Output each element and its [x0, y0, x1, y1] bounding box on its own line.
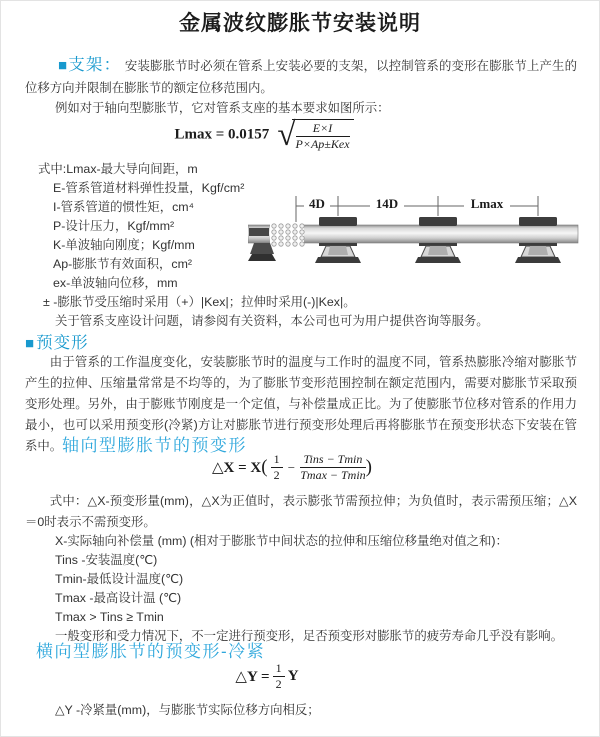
axial-note-definition: 式中：△X-预变形量(mm)，△X为正值时，表示膨张节需预拉伸；为负值时，表示需预压缩；△X＝0时表示不需预变形。 — [25, 494, 577, 529]
dim-label-4d: 4D — [309, 196, 325, 211]
axial-item: Tmax > Tins ≥ Tmin — [55, 610, 164, 624]
formula-lmax — [0, 119, 564, 151]
section-bullet-icon: ■ — [25, 335, 36, 352]
formula-lmax-lhs: Lmax = 0.0157 — [174, 126, 270, 143]
half-denominator: 2 — [273, 468, 280, 482]
axial-item: X-实际轴向补偿量 (mm) (相对于膨胀节中间状态的拉伸和压缩位移量绝对值之和)： — [55, 534, 508, 548]
definition-item: K-单波轴向刚度；Kgf/mm — [53, 238, 195, 252]
section-heading-support: 支架： — [68, 56, 122, 74]
half-fraction — [271, 453, 283, 482]
subheading-lateral: 横向型膨胀节的预变形-冷紧 — [36, 642, 266, 661]
definition-item: I-管系管道的惯性矩，cm⁴ — [53, 200, 194, 214]
axial-item: 一般变形和受力情况下，不一定进行预变形，足否预变形对膨胀节的疲劳寿命几乎没有影响。 — [55, 629, 564, 643]
half-denominator: 2 — [275, 677, 282, 691]
half-numerator: 1 — [271, 453, 283, 468]
axial-item: Tins -安装温度(℃) — [55, 553, 158, 567]
preform-heading-text: 预变形 — [36, 334, 89, 352]
lateral-note: △Y -冷紧量(mm)，与膨胀节实际位移方向相反； — [55, 703, 320, 717]
dim-label-lmax: Lmax — [470, 196, 504, 211]
sqrt-radical — [277, 119, 353, 151]
half-fraction — [273, 662, 285, 691]
page-title: 金属波纹膨胀节安装说明 — [179, 12, 421, 35]
temperature-fraction — [300, 453, 365, 482]
open-paren: ( — [261, 456, 268, 478]
temp-denominator: Tmax − Tmin — [300, 468, 366, 482]
definition-item: ± -膨胀节受压缩时采用（+）|Kex|；拉伸时采用(-)|Kex|。 — [43, 295, 356, 309]
formula-lateral-lhs: △Y = — [235, 669, 270, 685]
pipe-support-diagram — [248, 192, 590, 288]
axial-item: Tmax -最高设计温 (℃) — [55, 591, 182, 605]
definition-item: 式中:Lmax-最大导向间距，m — [38, 162, 198, 176]
section-heading-preform — [25, 329, 89, 353]
close-paren: ) — [365, 456, 372, 478]
bellows — [270, 222, 304, 246]
formula-lmax-denominator: P×Ap±Kex — [295, 137, 350, 151]
half-numerator: 1 — [273, 662, 285, 677]
dim-label-14d: 14D — [375, 196, 399, 211]
temp-numerator: Tins − Tmin — [300, 453, 365, 468]
support-body-text: 安装膨胀节时必须在管系上安装必要的支架，以控制管系的变形在膨胀节上产生的位移方向并限制在膨胀节的额定位移范围内。 — [25, 59, 578, 95]
formula-lmax-numerator: E×I — [296, 122, 350, 137]
formula-axial-preform — [0, 453, 592, 482]
subheading-axial: 轴向型膨胀节的预变形 — [62, 436, 247, 455]
formula-axial-lhs: △X = X — [211, 460, 262, 476]
axial-item: Tmin-最低设计温度(℃) — [55, 572, 184, 586]
definition-item: E-管系管道材料弹性投量，Kgf/cm² — [53, 181, 245, 195]
preform-paragraph: 由于管系的工作温度变化，安装膨胀节时的温度与工作时的温度不同，管系热膨胀冷缩对膨胀节产生的拉伸、压缩量常常是不均等的，为了膨胀节变形范围控制在额定范围内，需要对膨胀节采取预变形处理。另外，由于膨账节刚度是一个定值，与补偿量成正比。为了使膨胀节位移对管系的作用力最小，也可以采用预变形(冷紧)方让对膨胀节进行预变形处理后再将膨胀节在预变形状态下安装在管系中。 — [25, 355, 577, 453]
support-example-line: 例如对于轴向型膨胀节，它对管系支座的基本要求如图所示： — [55, 101, 390, 115]
definition-item: P-设计压力，Kgf/mm² — [53, 219, 175, 233]
section-bullet-icon: ■ — [58, 57, 68, 74]
formula-lateral-coldpull — [0, 662, 567, 691]
minus-operator: − — [287, 459, 296, 475]
definition-item: Ap-膨胀节有效面积，cm² — [53, 257, 193, 271]
radical-symbol: √ — [277, 117, 296, 153]
formula-lateral-rhs: Y — [287, 668, 299, 684]
support-paragraph — [25, 55, 577, 99]
axial-items-list — [25, 532, 577, 646]
definition-note: 关于管系支座设计问题，请参阅有关资料，本公司也可为用户提供咨询等服务。 — [55, 314, 489, 328]
definition-item: ex-单波轴向位移，mm — [53, 276, 178, 290]
